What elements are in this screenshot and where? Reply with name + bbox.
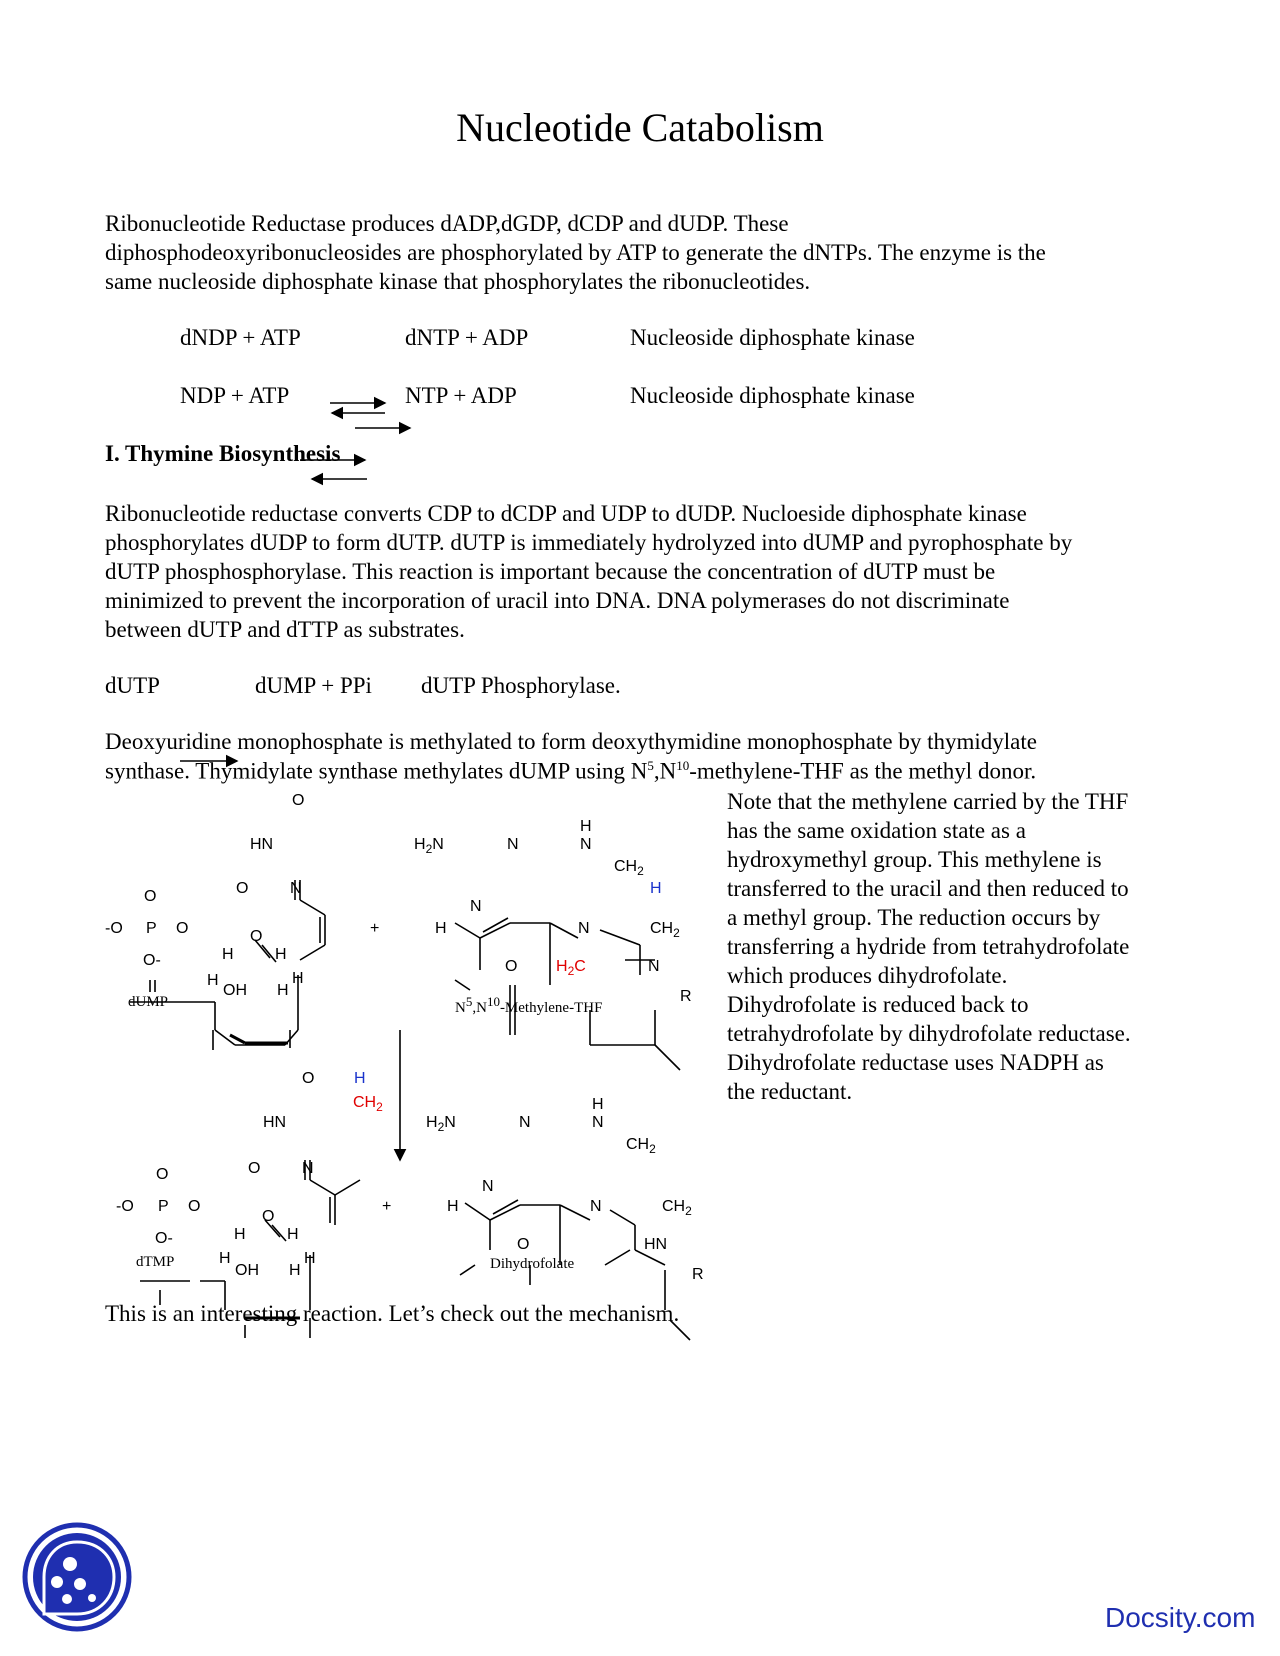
- reaction-1-right: dNTP + ADP: [405, 325, 529, 350]
- docsity-brand-link[interactable]: Docsity.com: [1105, 1602, 1256, 1633]
- atom-b-h-c: H: [219, 1250, 231, 1267]
- atom-o-p: O: [144, 888, 157, 905]
- atom-h-blue: H: [650, 880, 662, 897]
- atom-b-n-nh: N: [592, 1114, 604, 1131]
- atom-b-hn2: HN: [644, 1236, 668, 1253]
- plus-sign-bottom: +: [382, 1198, 392, 1215]
- atom-n-f: N: [578, 920, 590, 937]
- reaction-2-right: NTP + ADP: [405, 383, 517, 408]
- atom-b-h-nh: H: [592, 1096, 604, 1113]
- section-paragraph: Ribonucleotide reductase converts CDP to dCDP and UDP to dUDP. Nucloeside diphosphate kinase phosphorylates dUDP to form dUTP. dUTP is immediately hydrolyzed into dUMP and pyrophosphate by dUTP phosphosphorylase. This reaction is important because the concentration of dUTP must be minimized to prevent the incorporation of uracil into DNA. DNA polymerases do not discriminate between dUTP and dTTP as substrates.: [105, 501, 1073, 642]
- atom-r: R: [680, 988, 692, 1005]
- atom-b-oh: OH: [235, 1262, 259, 1279]
- atom-ch2-a: $CH_2$: [614, 858, 644, 879]
- atom-b-hn: HN: [263, 1114, 287, 1131]
- atom-h-e: H: [292, 970, 304, 987]
- dihydrofolate-label: Dihydrofolate: [490, 1256, 575, 1272]
- atom-b-minus-o: -O: [116, 1198, 134, 1215]
- atom-o-left: O: [236, 880, 249, 897]
- atom-o-minus: O-: [143, 952, 161, 969]
- note-paragraph: Note that the methylene carried by the THF has the same oxidation state as a hydroxymethyl group. This methylene is transferred to the uracil and then reduced to a methyl group. The reduction occurs by transferring a hydride from tetrahydrofolate which produces dihydrofolate. Dihydrofolate is reduced back to tetrahydrofolate by dihydrofolate reductase. Dihydrofolate reductase uses NADPH as the reductant.: [727, 789, 1131, 1104]
- methylene-thf-label: $N^5,N^{10}-Methylene$-THF: [455, 994, 603, 1016]
- atom-b-h-a: H: [234, 1226, 246, 1243]
- atom-h-a: H: [222, 946, 234, 963]
- atom-b-ch2-a: $CH_2$: [626, 1136, 656, 1157]
- atom-b-ch2-b: $CH_2$: [662, 1198, 692, 1219]
- dutp-reaction-left: dUTP: [105, 673, 160, 698]
- atom-h-b: H: [275, 946, 287, 963]
- reaction-1-enzyme: Nucleoside diphosphate kinase: [630, 325, 915, 350]
- dump-label: dUMP: [128, 994, 169, 1010]
- dutp-reaction-enzyme: dUTP Phosphorylase.: [421, 673, 621, 698]
- atom-n-nh: N: [580, 836, 592, 853]
- plus-sign-top: +: [370, 920, 380, 937]
- methylation-line-1: Deoxyuridine monophosphate is methylated to form deoxythymidine monophosphate by thymidylate: [105, 729, 1037, 754]
- atom-b-o-minus: O-: [155, 1230, 173, 1247]
- atom-ch2-b: $CH_2$: [650, 920, 680, 941]
- atom-p: P: [146, 920, 157, 937]
- atom-oh: OH: [223, 982, 247, 999]
- atom-b-h-d: H: [289, 1262, 301, 1279]
- atom-h2c-red: $H_2C$: [556, 958, 586, 979]
- section-heading: I. Thymine Biosynthesis: [105, 441, 341, 466]
- atom-b-o-ring: O: [262, 1208, 275, 1225]
- atom-b-o-right: O: [188, 1198, 201, 1215]
- atom-b-o-mid: O: [517, 1236, 530, 1253]
- atom-n2: N: [470, 898, 482, 915]
- reaction-2-enzyme: Nucleoside diphosphate kinase: [630, 383, 915, 408]
- docsity-logo-icon: [22, 1522, 132, 1632]
- closing-sentence: This is an interesting reaction. Let’s check out the mechanism.: [105, 1301, 680, 1326]
- reaction-2-left: NDP + ATP: [180, 383, 290, 408]
- atom-h-d: H: [277, 982, 289, 999]
- atom-b-o-top: O: [302, 1070, 315, 1087]
- atom-b-n1: N: [519, 1114, 531, 1131]
- atom-h2n: $H_2N$: [414, 836, 444, 857]
- atom-b-h-f: H: [447, 1198, 459, 1215]
- atom-b-ch2-red: $CH_2$: [353, 1094, 383, 1115]
- atom-b-n-f: N: [590, 1198, 602, 1215]
- atom-b-r: R: [692, 1266, 704, 1283]
- atom-b-o-p: O: [156, 1166, 169, 1183]
- atom-b-h-b: H: [287, 1226, 299, 1243]
- atom-n-ring: N: [290, 880, 302, 897]
- atom-h-nh: H: [580, 818, 592, 835]
- atom-b-h-blue: H: [354, 1070, 366, 1087]
- atom-b-h2n: $H_2N$: [426, 1114, 456, 1135]
- atom-o-top: O: [292, 792, 305, 809]
- atom-minus-o: -O: [105, 920, 123, 937]
- atom-hn: HN: [250, 836, 274, 853]
- atom-h-c: H: [207, 972, 219, 989]
- atom-b-p: P: [158, 1198, 169, 1215]
- intro-paragraph: Ribonucleotide Reductase produces dADP,dGDP, dCDP and dUDP. These diphosphodeoxyribonucleosides are phosphorylated by ATP to generate the dNTPs. The enzyme is the same nucleoside diphosphate kinase that phosphorylates the ribonucleotides.: [105, 211, 1046, 294]
- atom-b-n2: N: [482, 1178, 494, 1195]
- atom-b-n-ring: N: [302, 1160, 314, 1177]
- atom-b-o-left: O: [248, 1160, 261, 1177]
- dutp-reaction-right: dUMP + PPi: [255, 673, 372, 698]
- atom-o-mid: O: [505, 958, 518, 975]
- atom-h-f: H: [435, 920, 447, 937]
- atom-o-right: O: [176, 920, 189, 937]
- atom-b-h-e: H: [304, 1250, 316, 1267]
- atom-n1: N: [507, 836, 519, 853]
- atom-n-g: N: [648, 958, 660, 975]
- atom-o-ring: O: [250, 928, 263, 945]
- methylation-line-2: synthase. Thymidylate synthase methylates dUMP using $N^5,N^{10}-methylene$-THF as the methyl donor.: [105, 758, 1037, 784]
- page-title: Nucleotide Catabolism: [456, 105, 824, 150]
- reaction-1-left: dNDP + ATP: [180, 325, 301, 350]
- dtmp-label: dTMP: [136, 1254, 175, 1270]
